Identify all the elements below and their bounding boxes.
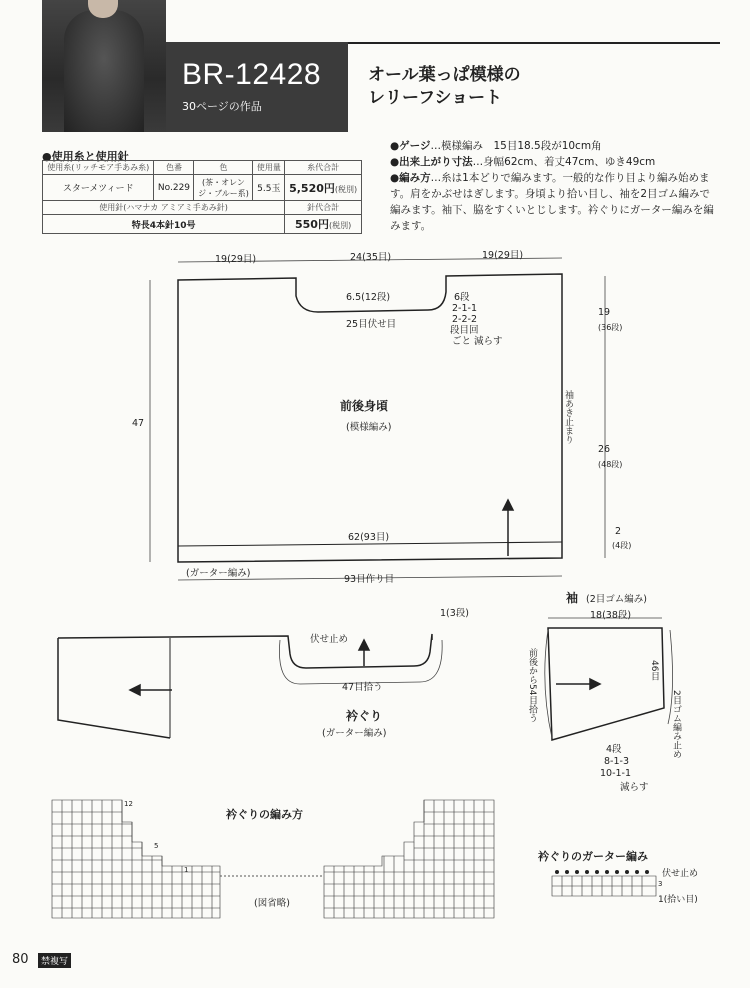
svg-text:前後から54目拾う: 前後から54目拾う: [527, 648, 537, 723]
svg-text:(ガーター編み): (ガーター編み): [322, 728, 387, 739]
svg-text:衿ぐり: 衿ぐり: [346, 709, 383, 723]
svg-text:伏せ止め: 伏せ止め: [310, 634, 349, 645]
body-outline: [178, 274, 562, 562]
svg-text:19(29目): 19(29目): [215, 254, 257, 265]
svg-text:5: 5: [154, 842, 159, 850]
svg-text:段目回: 段目回: [450, 325, 479, 336]
svg-text:ごと: ごと: [452, 336, 472, 347]
svg-text:袖: 袖: [566, 591, 579, 605]
svg-text:25目伏せ目: 25目伏せ目: [346, 319, 397, 330]
svg-text:2: 2: [615, 526, 622, 537]
svg-text:1(3段): 1(3段): [440, 608, 470, 619]
svg-text:8-1-3: 8-1-3: [604, 756, 629, 767]
svg-text:46目: 46目: [649, 660, 659, 681]
svg-text:(模様編み): (模様編み): [346, 422, 392, 433]
svg-text:(48段): (48段): [598, 460, 623, 469]
svg-text:2-1-1: 2-1-1: [452, 303, 477, 314]
svg-text:減らす: 減らす: [620, 782, 649, 793]
svg-text:袖あき止まり: 袖あき止まり: [563, 390, 573, 444]
svg-text:4段: 4段: [606, 744, 622, 755]
svg-text:(4段): (4段): [612, 541, 632, 550]
svg-text:(36段): (36段): [598, 323, 623, 332]
svg-text:2-2-2: 2-2-2: [452, 314, 477, 325]
svg-text:6段: 6段: [454, 292, 470, 303]
svg-text:(ガーター編み): (ガーター編み): [186, 568, 251, 579]
garter-chart: [552, 876, 656, 896]
svg-text:(2目ゴム編み): (2目ゴム編み): [586, 594, 647, 605]
spec-text: ●ゲージ…模様編み 15目18.5段が10cm角 ●出来上がり寸法…身幅62cm、着丈47cm、ゆき49cm ●編み方…糸は1本どりで編みます。一般的な作り目より編み始めます。肩をかぶせはぎします。身頃より拾い目し、袖を2目ゴム編みで編みます。袖下、脇をすくいとじします。衿ぐりにガーター編みを編みます。: [390, 140, 714, 232]
pattern-title: オール葉っぱ模様の レリーフショート: [368, 65, 521, 108]
svg-text:2目ゴム編み止め: 2目ゴム編み止め: [671, 690, 681, 759]
page-number: 80: [12, 952, 29, 967]
svg-text:減らす: 減らす: [474, 336, 503, 347]
svg-text:1: 1: [184, 866, 189, 874]
svg-text:(図省略): (図省略): [254, 898, 290, 909]
yarn-section-title: ●使用糸と使用針: [42, 150, 129, 163]
svg-text:47目拾う: 47目拾う: [342, 682, 383, 693]
svg-text:24(35目): 24(35目): [350, 252, 392, 263]
copy-prohibited-badge: 禁複写: [38, 953, 71, 968]
svg-text:10-1-1: 10-1-1: [600, 768, 632, 779]
svg-text:18(38段): 18(38段): [590, 610, 632, 621]
svg-text:62(93目): 62(93目): [348, 532, 390, 543]
svg-text:47: 47: [132, 418, 145, 429]
garter-bind-dots: [555, 870, 649, 874]
pattern-code: BR-12428: [182, 58, 322, 91]
svg-text:3: 3: [658, 880, 663, 888]
svg-text:12: 12: [124, 800, 133, 808]
svg-text:26: 26: [598, 444, 611, 455]
yarn-table: 使用糸(リッチモア手あみ糸) 色番 色 使用量 糸代合計 スターメツィード No.229 (茶・オレンジ・ブルー系) 5.5玉 5,520円(税別) 使用針(ハマナカ アミアミ手あみ針) 針代合計 特長4本針10号 550円(税別): [42, 160, 362, 234]
svg-text:93目作り目: 93目作り目: [344, 574, 395, 585]
svg-text:19: 19: [598, 307, 611, 318]
svg-text:衿ぐりの編み方: 衿ぐりの編み方: [226, 808, 303, 821]
neck-chart-right: [324, 800, 494, 918]
svg-text:1(拾い目): 1(拾い目): [658, 895, 698, 905]
svg-text:前後身頃: 前後身頃: [340, 399, 389, 413]
pattern-page-ref: 30ページの作品: [182, 100, 262, 113]
svg-text:6.5(12段): 6.5(12段): [346, 292, 391, 303]
svg-text:伏せ止め: 伏せ止め: [662, 869, 699, 879]
neck-chart-left: [52, 800, 220, 918]
svg-text:19(29目): 19(29目): [482, 250, 524, 261]
svg-text:衿ぐりのガーター編み: 衿ぐりのガーター編み: [538, 850, 648, 863]
